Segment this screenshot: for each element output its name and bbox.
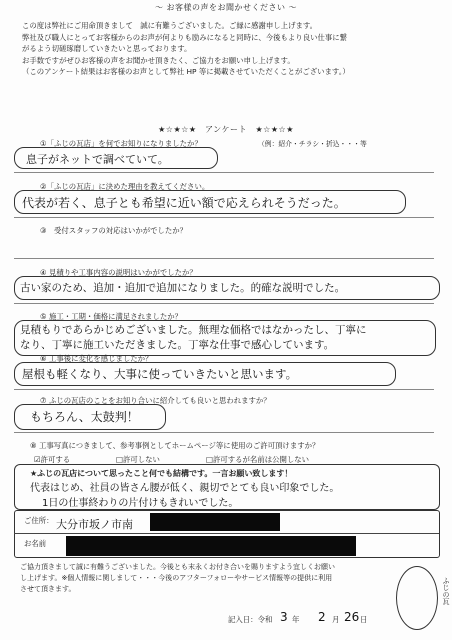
answer-line: [14, 172, 434, 173]
comment-line-1: 代表はじめ、社員の皆さん腰が低く、親切でとても良い印象でした。: [30, 483, 340, 494]
date-year-unit: 年: [292, 615, 300, 624]
intro-line: （このアンケート結果はお客様のお声として弊社 HP 等に掲載させていただくことがございます。）: [22, 67, 350, 76]
answer-2: 代表が若く、息子とも希望に近い額で応えられそうだった。: [22, 196, 346, 210]
answer-5-line-2: なり、丁寧に施工いただきました。丁寧な仕事で感心しています。: [20, 339, 335, 351]
footer-line: ご協力頂きまして誠に有難うございました。今後とも末永くお付き合いを賜りますよう宜しくお願い: [20, 563, 335, 571]
survey-title: ★☆★☆★ アンケート ★☆★☆★: [158, 125, 294, 134]
contact-divider: [14, 533, 439, 534]
permission-deny[interactable]: □許可しない: [116, 455, 160, 464]
name-redaction: [66, 536, 356, 556]
intro-line: この度は弊社にご用命頂きまして 誠に有難うございました。ご縁に感謝申し上げます。: [22, 21, 318, 30]
comments-prompt: ★ふじの瓦店について思ったこと何でも結構です。一言お願い致します！: [30, 469, 293, 478]
footer-line: させて頂きます。: [20, 585, 76, 593]
answer-6: 屋根も軽くなり、大事に使っていきたいと思います。: [22, 367, 298, 381]
name-label: お名前: [24, 539, 47, 548]
date-month: 2: [318, 610, 326, 624]
question-1-example: （例：紹介・チラシ・折込・・・等: [258, 140, 367, 148]
question-4-label: ④ 見積りや工事内容の説明はいかがでしたか？: [40, 268, 197, 277]
date-month-unit: 月: [332, 615, 340, 624]
question-2-label: ②「ふじの瓦店」に決めた理由を教えてください。: [40, 182, 210, 191]
intro-text: [22, 20, 437, 78]
question-6-label: ⑥ 工事後に変化を感じましたか？: [40, 354, 153, 363]
question-3-label: ③ 受付スタッフの対応はいかがでしたか？: [40, 226, 188, 235]
answer-line: [14, 432, 434, 433]
stamp-text: ふじの瓦: [442, 577, 450, 605]
answer-line: [14, 217, 434, 218]
intro-line: 弊社及び職人にとってお客様からのお声が何よりも励みになると同時に、今後もより良い仕事に繋: [22, 32, 348, 42]
answer-line: [14, 303, 434, 304]
intro-line: がるよう切磋琢磨していきたいと思っております。: [22, 44, 192, 53]
answer-5-line-1: 見積もりであらかじめございました。無理な価格ではなかったし、丁寧に: [20, 324, 367, 336]
answer-7: もちろん、太鼓判！: [30, 410, 139, 424]
comment-line-2: 1日の仕事終わりの片付けもきれいでした。: [42, 498, 239, 509]
answer-1: 息子がネットで調べていて。: [26, 153, 169, 166]
date-year: 3: [280, 610, 288, 624]
address-label: ご住所：: [24, 516, 54, 525]
address-redaction: [150, 513, 280, 531]
date-label: 記入日：令和: [228, 615, 273, 624]
answer-4: 古い家のため、追加・追加で追加になりました。的確な説明でした。: [20, 282, 346, 294]
date-day: 26: [344, 610, 360, 624]
date-day-unit: 日: [360, 615, 368, 624]
question-8-label: ⑧ 工事写真につきまして、参考事例としてホームページ等に使用のご許可頂けますか？: [30, 441, 320, 450]
address-value: 大分市坂ノ市南: [56, 518, 133, 531]
intro-line: お手数ですがぜひお客様の声をお聞かせ頂きたく、ご協力をお願い申し上げます。: [22, 55, 295, 65]
page-header: ～ お客様の声をお聞かせください ～: [154, 3, 298, 12]
company-stamp: [396, 566, 450, 630]
permission-anonymous[interactable]: □許可するが名前は公開しない: [206, 455, 310, 464]
question-5-label: ⑤ 施工・工期・価格に満足されましたか？: [40, 312, 183, 321]
permission-allow[interactable]: ☑許可する: [34, 455, 71, 464]
footer-line: し上げます。※個人情報に関しまして・・・今後のアフターフォローやサービス情報等の提供に利用: [20, 574, 333, 582]
footer-text: [20, 562, 335, 595]
answer-line: [14, 258, 434, 259]
question-1-label: ①「ふじの瓦店」を何でお知りになりましたか？: [40, 139, 202, 148]
answer-line: [14, 389, 434, 390]
question-7-label: ⑦ ふじの瓦店のことをお知り合いに紹介しても良いと思われますか？: [40, 396, 271, 405]
